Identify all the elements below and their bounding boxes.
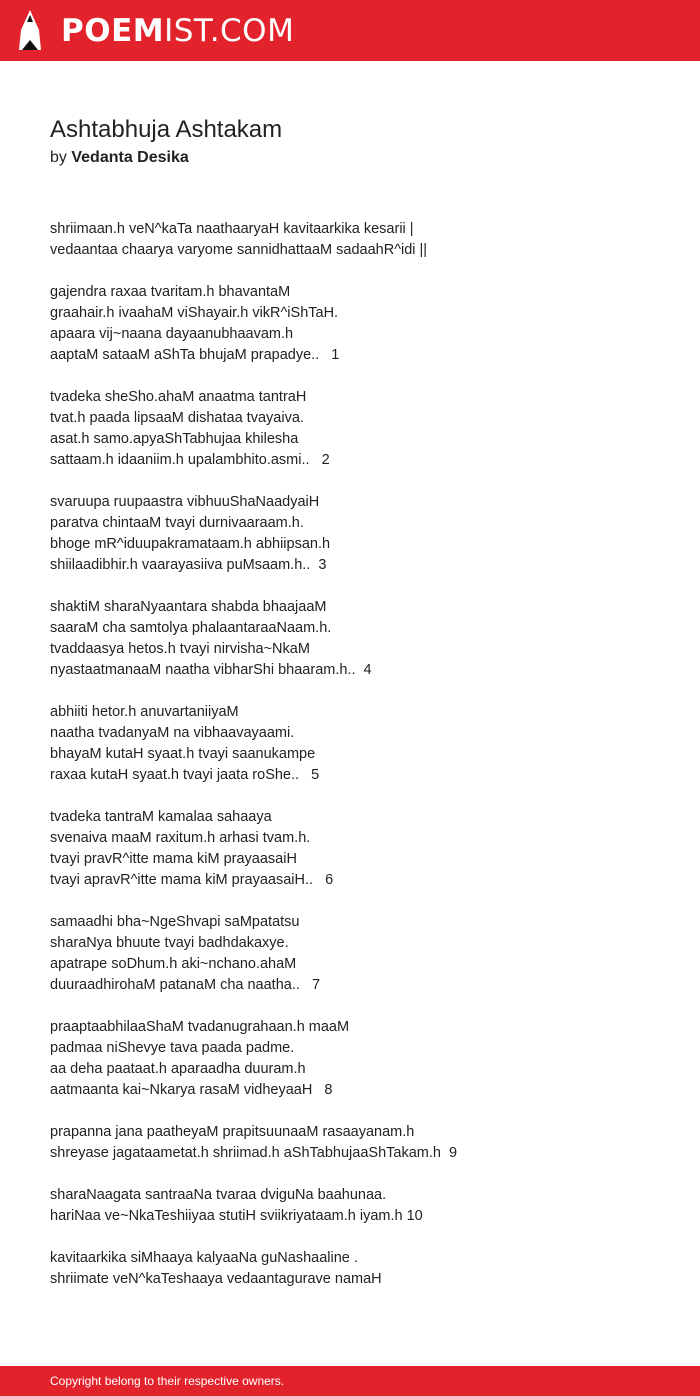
poem-line: raxaa kutaH syaat.h tvayi jaata roShe.. 5 (50, 767, 320, 783)
poem-line: asat.h samo.apyaShTabhujaa khilesha (50, 431, 299, 447)
poem-line: aaptaM sataaM aShTa bhujaM prapadye.. 1 (50, 347, 340, 363)
poem-line: tvat.h paada lipsaaM dishataa tvayaiva. (50, 410, 304, 426)
poem-line: aa deha paataat.h aparaadha duuram.h (50, 1061, 306, 1077)
poem-line: kavitaarkika siMhaaya kalyaaNa guNashaaline . (50, 1250, 358, 1266)
poem-stanza (50, 1248, 670, 1290)
site-logo-text (61, 9, 294, 53)
poem-line: sharaNya bhuute tvayi badhdakaxye. (50, 935, 289, 951)
logo-text-light: IST.COM (164, 13, 295, 49)
poem-line: svaruupa ruupaastra vibhuuShaNaadyaiH (50, 494, 320, 510)
poem-line: gajendra raxaa tvaritam.h bhavantaM (50, 284, 291, 300)
poem-line: apaara vij~naana dayaanubhaavam.h (50, 326, 294, 342)
pencil-icon (18, 9, 42, 53)
poem-stanza (50, 387, 670, 471)
poem-line: svenaiva maaM raxitum.h arhasi tvam.h. (50, 830, 311, 846)
poem-line: tvadeka tantraM kamalaa sahaaya (50, 809, 272, 825)
poem-line: bhoge mR^iduupakramataam.h abhiipsan.h (50, 536, 331, 552)
poem-line: samaadhi bha~NgeShvapi saMpatatsu (50, 914, 300, 930)
poem-line: shreyase jagataametat.h shriimad.h aShTabhujaaShTakam.h 9 (50, 1145, 458, 1161)
poem-line: tvayi pravR^itte mama kiM prayaasaiH (50, 851, 297, 867)
poem-stanza (50, 219, 670, 261)
poem-line: nyastaatmanaaM naatha vibharShi bhaaram.h.. 4 (50, 662, 372, 678)
poem-stanza (50, 807, 670, 891)
poem-stanza (50, 912, 670, 996)
footer-copyright: Copyright belong to their respective owners. (50, 1374, 285, 1388)
poem-line: shriimaan.h veN^kaTa naathaaryaH kavitaarkika kesarii | (50, 221, 414, 237)
poem-line: naatha tvadanyaM na vibhaavayaami. (50, 725, 295, 741)
poem-stanza (50, 1122, 670, 1164)
poem-byline (50, 149, 189, 167)
site-footer (0, 1366, 700, 1396)
poem-stanza (50, 597, 670, 681)
poem-author: Vedanta Desika (71, 149, 189, 166)
poem-line: sharaNaagata santraaNa tvaraa dviguNa baahunaa. (50, 1187, 387, 1203)
poem-line: aatmaanta kai~Nkarya rasaM vidheyaaH 8 (50, 1082, 333, 1098)
poem-line: tvaddaasya hetos.h tvayi nirvisha~NkaM (50, 641, 310, 657)
poem-line: paratva chintaaM tvayi durnivaaraam.h. (50, 515, 304, 531)
logo-text-bold: POEM (61, 13, 165, 49)
poem-stanza (50, 492, 670, 576)
poem-line: sattaam.h idaaniim.h upalambhito.asmi.. 2 (50, 452, 330, 468)
poem-line: apatrape soDhum.h aki~nchano.ahaM (50, 956, 297, 972)
poem-stanza (50, 1017, 670, 1101)
poem-line: prapanna jana paatheyaM prapitsuunaaM rasaayanam.h (50, 1124, 415, 1140)
poem-line: graahair.h ivaahaM viShayair.h vikR^iShTaH. (50, 305, 339, 321)
poem-line: tvadeka sheSho.ahaM anaatma tantraH (50, 389, 307, 405)
poem-line: shiilaadibhir.h vaarayasiiva puMsaam.h.. 3 (50, 557, 327, 573)
poem-stanza (50, 702, 670, 786)
poem-line: padmaa niShevye tava paada padme. (50, 1040, 295, 1056)
poem-line: shriimate veN^kaTeshaaya vedaantagurave namaH (50, 1271, 382, 1287)
poem-line: saaraM cha samtolya phalaantaraaNaam.h. (50, 620, 332, 636)
poem-title: Ashtabhuja Ashtakam (50, 116, 283, 143)
poem-line: bhayaM kutaH syaat.h tvayi saanukampe (50, 746, 316, 762)
poem-stanza (50, 1185, 670, 1227)
poem-line: abhiiti hetor.h anuvartaniiyaM (50, 704, 239, 720)
poem-line: praaptaabhilaaShaM tvadanugrahaan.h maaM (50, 1019, 350, 1035)
by-label: by (50, 149, 67, 166)
poem-body (50, 219, 670, 1311)
site-header (0, 0, 700, 61)
poem-line: hariNaa ve~NkaTeshiiyaa stutiH sviikriyataam.h iyam.h 10 (50, 1208, 423, 1224)
poem-line: shaktiM sharaNyaantara shabda bhaajaaM (50, 599, 327, 615)
site-logo-link[interactable] (18, 9, 294, 53)
poem-line: tvayi apravR^itte mama kiM prayaasaiH.. 6 (50, 872, 334, 888)
poem-line: vedaantaa chaarya varyome sannidhattaaM sadaahR^idi || (50, 242, 428, 258)
poem-stanza (50, 282, 670, 366)
poem-line: duuraadhirohaM patanaM cha naatha.. 7 (50, 977, 321, 993)
